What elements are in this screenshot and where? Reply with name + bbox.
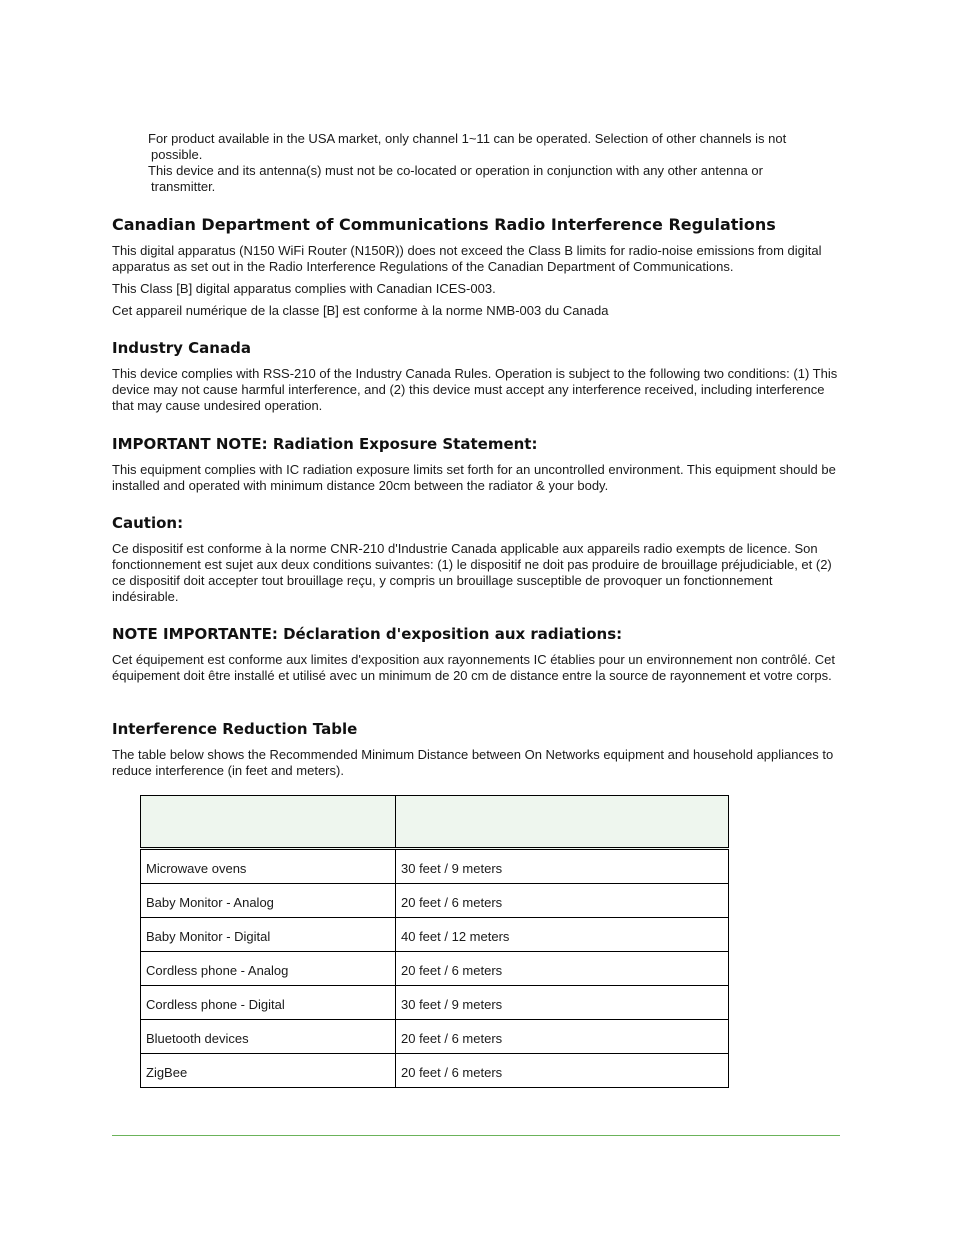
appliance-cell: Microwave ovens [141,849,396,884]
section-paragraph: The table below shows the Recommended Minimum Distance between On Networks equipment and household appliances to reduce interference (in feet and meters). [112,747,834,778]
table-row [141,986,729,1020]
table-row [141,918,729,952]
section-radiation-exposure [112,435,842,494]
section-paragraph: This digital apparatus (N150 WiFi Router (N150R)) does not exceed the Class B limits for radio-noise emissions from digital apparatus as set out in the Radio Interference Regulations of the Canadian Department of Communications. [112,243,822,274]
distance-cell: 40 feet / 12 meters [396,918,729,952]
bullet-1-line-2: possible. [151,147,203,162]
interference-reduction-table [140,795,729,1088]
section-paragraph: This Class [B] digital apparatus complies with Canadian ICES-003. [112,281,496,296]
appliance-cell: Bluetooth devices [141,1020,396,1054]
table-header-cell [141,796,396,849]
table-header-row [141,796,729,849]
section-heading: Canadian Department of Communications Radio Interference Regulations [112,215,776,234]
section-heading: Caution: [112,514,184,532]
appliance-cell: ZigBee [141,1054,396,1088]
section-paragraph: This equipment complies with IC radiation exposure limits set forth for an uncontrolled environment. This equipment should be installed and operated with minimum distance 20cm between the radiator & your body. [112,462,836,493]
table-row [141,849,729,884]
table-row [141,884,729,918]
section-canadian [112,215,842,319]
bullet-2-line-1: This device and its antenna(s) must not be co-located or operation in conjunction with any other antenna or [148,163,763,178]
footer-divider [112,1135,840,1136]
distance-cell: 30 feet / 9 meters [396,986,729,1020]
table-row [141,1020,729,1054]
section-heading: NOTE IMPORTANTE: Déclaration d'exposition aux radiations: [112,625,623,643]
section-heading: Interference Reduction Table [112,720,358,738]
table-row [141,1054,729,1088]
bullet-2-line-2: transmitter. [151,179,216,194]
distance-cell: 20 feet / 6 meters [396,1054,729,1088]
section-paragraph: This device complies with RSS-210 of the Industry Canada Rules. Operation is subject to the following two conditions: (1) This device may not cause harmful interference, and (2) this device must accept any interference received, including interference that may cause undesired operation. [112,366,838,413]
section-heading: IMPORTANT NOTE: Radiation Exposure Statement: [112,435,538,453]
section-heading: Industry Canada [112,339,251,357]
section-paragraph: Cet équipement est conforme aux limites d'exposition aux rayonnements IC établies pour un environnement non contrôlé. Cet équipement doit être installé et utilisé avec un minimum de 20 cm de distance entre la source de rayonnement et votre corps. [112,652,835,683]
appliance-cell: Baby Monitor - Analog [141,884,396,918]
bullet-list [148,131,848,195]
table-header-cell [396,796,729,849]
appliance-cell: Cordless phone - Digital [141,986,396,1020]
appliance-cell: Cordless phone - Analog [141,952,396,986]
section-industry-canada [112,339,842,414]
distance-cell: 20 feet / 6 meters [396,1020,729,1054]
distance-cell: 20 feet / 6 meters [396,952,729,986]
section-caution [112,514,842,605]
section-note-importante [112,625,842,684]
section-interference-reduction [112,720,842,779]
appliance-cell: Baby Monitor - Digital [141,918,396,952]
bullet-1-line-1: For product available in the USA market, only channel 1~11 can be operated. Selection of other channels is not [148,131,787,146]
distance-cell: 30 feet / 9 meters [396,849,729,884]
table-row [141,952,729,986]
section-paragraph: Cet appareil numérique de la classe [B] est conforme à la norme NMB-003 du Canada [112,303,609,318]
section-paragraph: Ce dispositif est conforme à la norme CNR-210 d'Industrie Canada applicable aux appareils radio exempts de licence. Son fonctionnement est sujet aux deux conditions suivantes: (1) le dispositif ne doit pas produire de brouillage préjudiciable, et (2) ce dispositif doit accepter tout brouillage reçu, y compris un brouillage susceptible de provoquer un fonctionnement indésirable. [112,541,832,604]
distance-cell: 20 feet / 6 meters [396,884,729,918]
